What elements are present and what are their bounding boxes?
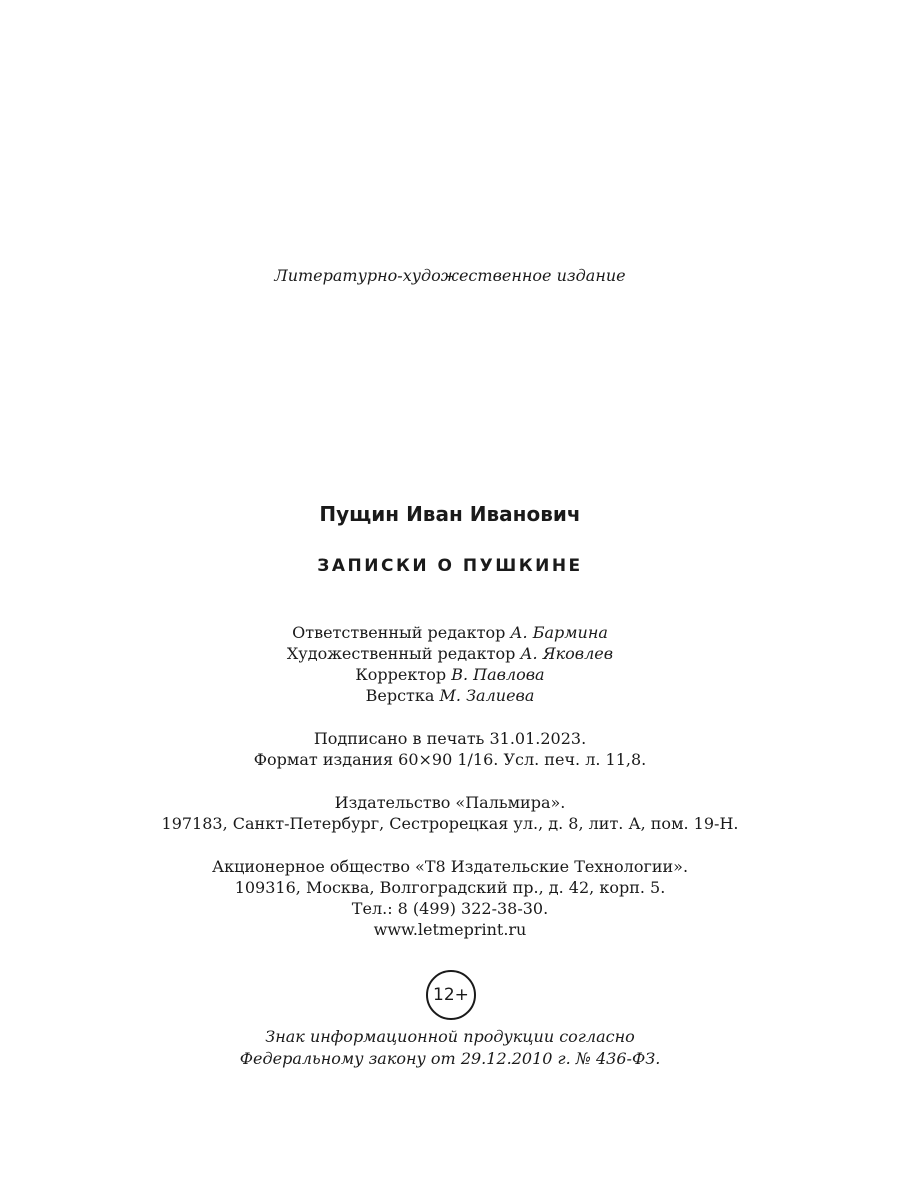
- book-author: Пущин Иван Иванович: [319, 502, 581, 526]
- credit-name: А. Яковлев: [520, 644, 614, 663]
- print-info-block: [0, 728, 900, 770]
- credit-line: [0, 664, 900, 685]
- age-rating-label: 12+: [433, 985, 469, 1005]
- publisher-address: 197183, Санкт-Петербург, Сестрорецкая ул., д. 8, лит. А, пом. 19-Н.: [161, 814, 739, 833]
- print-format: Формат издания 60×90 1/16. Усл. печ. л. 11,8.: [253, 750, 647, 769]
- publisher-block: [0, 792, 900, 834]
- printer-website: www.letmeprint.ru: [373, 920, 527, 939]
- printer-block: [0, 856, 900, 940]
- printer-address: 109316, Москва, Волгоградский пр., д. 42, корп. 5.: [234, 878, 666, 897]
- credit-line: [0, 622, 900, 643]
- credit-role: Художественный редактор: [286, 644, 516, 663]
- printer-name: Акционерное общество «Т8 Издательские Технологии».: [211, 857, 689, 876]
- credit-role: Верстка: [365, 686, 435, 705]
- information-notice: [0, 1026, 900, 1070]
- notice-line: Федеральному закону от 29.12.2010 г. № 436-ФЗ.: [239, 1049, 661, 1068]
- credit-name: М. Залиева: [439, 686, 535, 705]
- credit-role: Ответственный редактор: [292, 623, 506, 642]
- credit-line: [0, 643, 900, 664]
- age-rating-badge: [426, 970, 476, 1020]
- book-title: ЗАПИСКИ О ПУШКИНЕ: [317, 556, 583, 576]
- credit-line: [0, 685, 900, 706]
- credits-block: [0, 622, 900, 706]
- publisher-name: Издательство «Пальмира».: [334, 793, 566, 812]
- credit-name: А. Бармина: [510, 623, 608, 642]
- credit-name: В. Павлова: [451, 665, 545, 684]
- edition-genre: Литературно-художественное издание: [274, 266, 626, 285]
- signed-to-print: Подписано в печать 31.01.2023.: [313, 729, 587, 748]
- credit-role: Корректор: [355, 665, 447, 684]
- notice-line: Знак информационной продукции согласно: [265, 1027, 635, 1046]
- printer-phone: Тел.: 8 (499) 322-38-30.: [351, 899, 549, 918]
